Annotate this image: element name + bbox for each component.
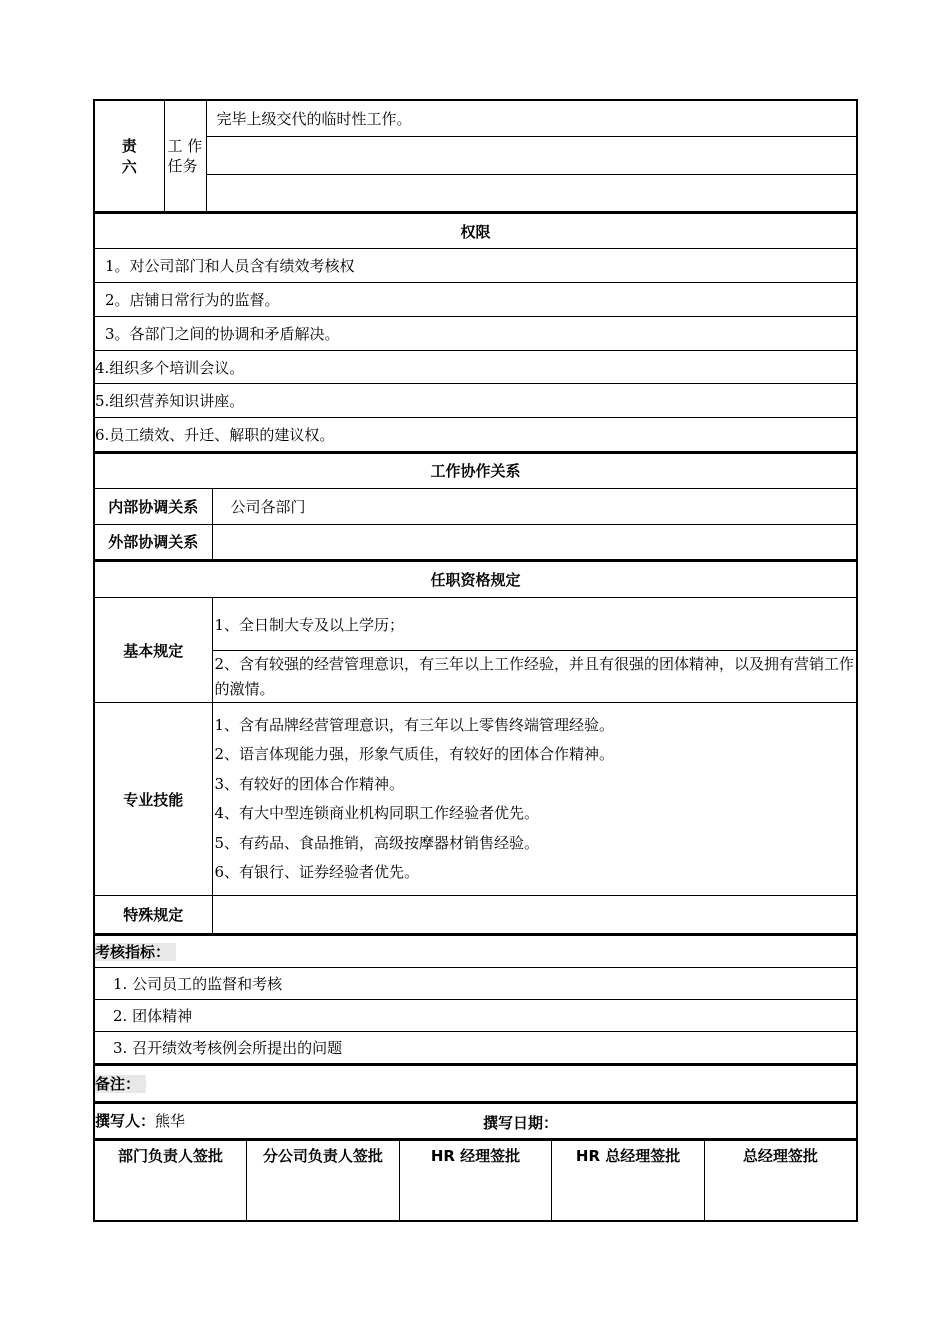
sign-branch-head: 分公司负责人签批 (247, 1141, 400, 1221)
basic-item: 2、含有较强的经营管理意识，有三年以上工作经验，并且有很强的团体精神，以及拥有营销工作的激情。 (212, 651, 857, 703)
job-description-sheet (93, 99, 858, 1222)
authority-item: 3。各部门之间的协调和矛盾解决。 (94, 317, 857, 351)
qualification-table (93, 561, 858, 935)
basic-label: 基本规定 (94, 598, 212, 703)
cooperation-title: 工作协作关系 (94, 453, 857, 488)
qualification-title: 任职资格规定 (94, 562, 857, 598)
kpi-item: 3. 召开绩效考核例会所提出的问题 (94, 1031, 857, 1064)
signature-table (93, 1140, 858, 1222)
authority-item: 5.组织营养知识讲座。 (94, 384, 857, 418)
skill-list (212, 703, 857, 896)
responsibility-table (93, 99, 858, 213)
internal-value: 公司各部门 (212, 488, 857, 524)
internal-label: 内部协调关系 (94, 488, 212, 524)
task-row-1: 完毕上级交代的临时性工作。 (206, 100, 857, 136)
external-label: 外部协调关系 (94, 524, 212, 560)
author-label: 撰写人： (95, 1112, 156, 1131)
skill-item: 6、有银行、证券经验者优先。 (214, 863, 420, 881)
cooperation-table (93, 453, 858, 562)
special-label: 特殊规定 (94, 896, 212, 934)
task-row-2 (206, 136, 857, 174)
author-row (94, 1103, 857, 1139)
author-table (93, 1103, 858, 1141)
sign-dept-head: 部门负责人签批 (94, 1141, 247, 1221)
skill-label: 专业技能 (94, 703, 212, 896)
date-label: 撰写日期： (483, 1113, 559, 1132)
sign-hr-manager: HR 经理签批 (399, 1141, 552, 1221)
special-value (212, 896, 857, 934)
sign-hr-general-manager: HR 总经理签批 (552, 1141, 705, 1221)
kpi-item: 1. 公司员工的监督和考核 (94, 967, 857, 999)
author-name: 熊华 (155, 1112, 186, 1131)
authority-table (93, 213, 858, 453)
skill-item: 5、有药品、食品推销，高级按摩器材销售经验。 (214, 833, 540, 852)
skill-item: 2、语言体现能力强，形象气质佳，有较好的团体合作精神。 (214, 745, 615, 763)
skill-item: 3、有较好的团体合作精神。 (214, 774, 405, 793)
kpi-item: 2. 团体精神 (94, 999, 857, 1031)
skill-item: 4、有大中型连锁商业机构同职工作经验者优先。 (214, 804, 540, 822)
kpi-table (93, 935, 858, 1066)
task-row-3 (206, 174, 857, 212)
authority-title: 权限 (94, 214, 857, 249)
authority-item: 4.组织多个培训会议。 (94, 351, 857, 384)
remarks-table (93, 1065, 858, 1103)
authority-item: 1。对公司部门和人员含有绩效考核权 (94, 249, 857, 283)
sign-general-manager: 总经理签批 (704, 1141, 857, 1221)
basic-item: 1、全日制大专及以上学历； (212, 598, 857, 651)
task-label: 工 作 任务 (164, 100, 206, 212)
external-value (212, 524, 857, 560)
remarks-label: 备注： (94, 1066, 857, 1102)
kpi-title: 考核指标： (94, 935, 857, 967)
responsibility-label: 责 六 (94, 100, 164, 212)
authority-item: 6.员工绩效、升迁、解职的建议权。 (94, 418, 857, 452)
skill-item: 1、含有品牌经营管理意识，有三年以上零售终端管理经验。 (214, 715, 615, 734)
authority-item: 2。店铺日常行为的监督。 (94, 283, 857, 317)
